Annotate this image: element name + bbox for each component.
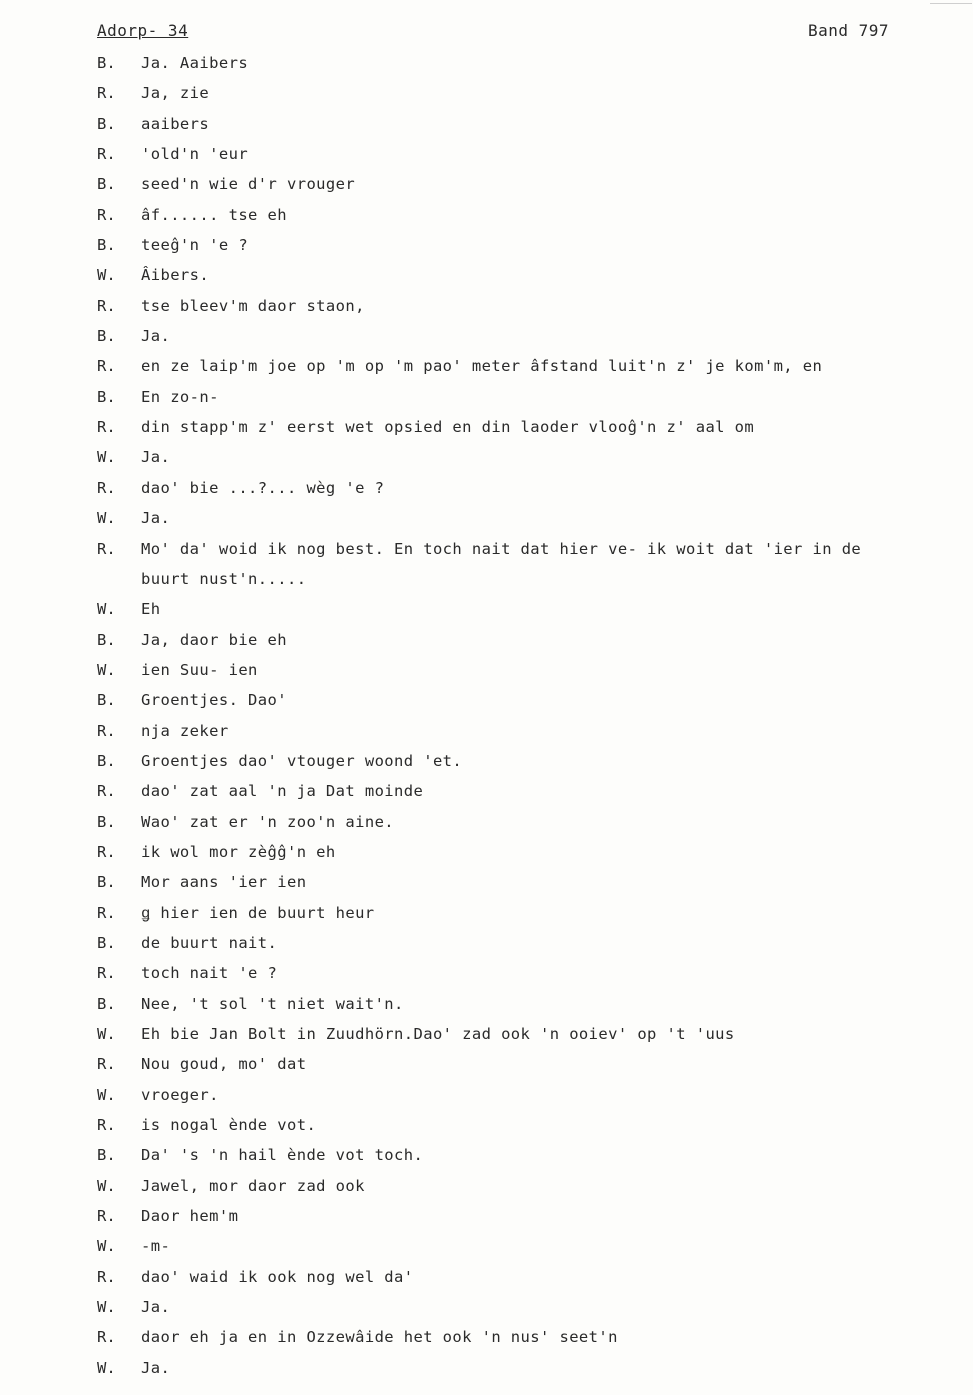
speaker-label: B.: [97, 1146, 116, 1165]
speaker-label: W.: [97, 660, 116, 679]
transcript-line: [0, 993, 973, 1023]
utterance-text: teeĝ'n 'e ?: [141, 236, 249, 255]
transcript-line: [0, 1175, 973, 1205]
utterance-text: Ja. Aaibers: [141, 54, 249, 72]
speaker-label: R.: [97, 84, 116, 103]
utterance-text: en ze laip'm joe op 'm op 'm pao' meter âfstand luit'n z' je kom'm, en: [141, 357, 823, 376]
speaker-label: B.: [97, 691, 116, 710]
transcript-line: [0, 386, 973, 416]
transcript-line: [0, 1357, 973, 1387]
speaker-label: B.: [97, 873, 116, 892]
speaker-label: R.: [97, 721, 116, 740]
speaker-label: W.: [97, 266, 116, 285]
speaker-label: B.: [97, 114, 116, 133]
transcript-line: [0, 1296, 973, 1326]
utterance-text: is nogal ènde vot.: [141, 1116, 317, 1135]
speaker-label: B.: [97, 236, 116, 255]
utterance-text: Mo' da' woid ik nog best. En toch nait dat hier ve- ik woit dat 'ier in de: [141, 539, 862, 558]
transcript-lines: [0, 52, 973, 1387]
speaker-label: B.: [97, 812, 116, 831]
utterance-text: dao' bie ...?... wèg 'e ?: [141, 478, 385, 497]
speaker-label: W.: [97, 1237, 116, 1256]
speaker-label: W.: [97, 1025, 116, 1043]
transcript-line: [0, 659, 973, 689]
transcript-line: [0, 446, 973, 476]
utterance-text: aaibers: [141, 114, 210, 133]
speaker-label: B.: [97, 933, 116, 952]
transcript-line: [0, 1114, 973, 1144]
transcript-line: [0, 720, 973, 750]
transcript-line: [0, 841, 973, 871]
speaker-label: B.: [97, 751, 116, 770]
transcript-line: [0, 1084, 973, 1114]
transcript-line: [0, 902, 973, 932]
speaker-label: W.: [97, 1358, 116, 1377]
utterance-text: Ja.: [141, 448, 171, 467]
speaker-label: R.: [97, 539, 116, 558]
speaker-label: W.: [97, 1298, 116, 1317]
speaker-label: R.: [97, 964, 116, 983]
speaker-label: R.: [97, 357, 116, 376]
speaker-label: R.: [97, 903, 116, 922]
utterance-text: tse bleev'm daor staon,: [141, 296, 365, 315]
transcript-line: [0, 689, 973, 719]
utterance-text: de buurt nait.: [141, 933, 278, 952]
utterance-text: seed'n wie d'r vrouger: [141, 175, 356, 194]
utterance-text: Eh: [141, 600, 161, 619]
speaker-label: R.: [97, 296, 116, 315]
speaker-label: R.: [97, 418, 116, 437]
utterance-text: Ja.: [141, 1358, 171, 1377]
speaker-label: W.: [97, 1176, 116, 1195]
speaker-label: R.: [97, 1116, 116, 1135]
utterance-text: Ja.: [141, 327, 171, 346]
transcript-line: [0, 962, 973, 992]
transcript-line: [0, 1023, 973, 1053]
speaker-label: R.: [97, 205, 116, 224]
transcript-line: [0, 568, 973, 598]
utterance-text: Jawel, mor daor zad ook: [141, 1176, 365, 1195]
utterance-text: nja zeker: [141, 721, 229, 740]
transcript-line: [0, 173, 973, 203]
utterance-text: buurt nust'n.....: [141, 569, 307, 588]
transcript-line: [0, 750, 973, 780]
transcript-line: [0, 507, 973, 537]
page-header-right: Band 797: [808, 21, 890, 40]
transcript-line: [0, 477, 973, 507]
transcript-line: [0, 871, 973, 901]
speaker-label: B.: [97, 630, 116, 649]
transcript-line: [0, 355, 973, 385]
speaker-label: R.: [97, 842, 116, 861]
speaker-label: R.: [97, 478, 116, 497]
transcript-line: [0, 1235, 973, 1265]
utterance-text: Wao' zat er 'n zoo'n aine.: [141, 812, 395, 831]
utterance-text: âf...... tse eh: [141, 205, 287, 224]
transcript-line: [0, 1053, 973, 1083]
utterance-text: Da' 's 'n hail ènde vot toch.: [141, 1146, 424, 1165]
transcript-line: [0, 1144, 973, 1174]
utterance-text: Eh bie Jan Bolt in Zuudhörn.Dao' zad ook 'n ooiev' op 't 'uus: [141, 1025, 735, 1043]
speaker-label: B.: [97, 994, 116, 1013]
speaker-label: B.: [97, 387, 116, 406]
transcript-line: [0, 204, 973, 234]
utterance-text: ǥ hier ien de buurt heur: [141, 903, 375, 922]
speaker-label: W.: [97, 448, 116, 467]
transcript-line: [0, 932, 973, 962]
transcript-line: [0, 52, 973, 82]
utterance-text: Ja.: [141, 1298, 171, 1317]
utterance-text: Mor aans 'ier ien: [141, 873, 307, 892]
transcript-line: [0, 295, 973, 325]
transcript-line: [0, 780, 973, 810]
utterance-text: -m-: [141, 1237, 171, 1256]
transcript-line: [0, 629, 973, 659]
utterance-text: Groentjes. Dao': [141, 691, 287, 710]
utterance-text: Nou goud, mo' dat: [141, 1055, 307, 1074]
utterance-text: En zo-n-: [141, 387, 219, 406]
speaker-label: R.: [97, 1328, 116, 1347]
utterance-text: din stapp'm z' eerst wet opsied en din laoder vlooĝ'n z' aal om: [141, 418, 755, 437]
utterance-text: Ja.: [141, 509, 171, 528]
transcript-line: [0, 1266, 973, 1296]
transcript-line: [0, 143, 973, 173]
transcript-line: [0, 113, 973, 143]
speaker-label: R.: [97, 782, 116, 801]
transcript-line: [0, 811, 973, 841]
utterance-text: Nee, 't sol 't niet wait'n.: [141, 994, 404, 1013]
utterance-text: Daor hem'm: [141, 1207, 239, 1226]
speaker-label: R.: [97, 1267, 116, 1286]
utterance-text: 'old'n 'eur: [141, 145, 249, 164]
utterance-text: toch nait 'e ?: [141, 964, 278, 983]
speaker-label: W.: [97, 600, 116, 619]
utterance-text: Ja, daor bie eh: [141, 630, 287, 649]
utterance-text: vroeger.: [141, 1085, 219, 1104]
edge-mark: [930, 3, 972, 4]
speaker-label: R.: [97, 1207, 116, 1226]
transcript-line: [0, 1205, 973, 1235]
transcript-line: [0, 416, 973, 446]
transcript-line: [0, 538, 973, 568]
page-header-left: Adorp- 34: [97, 21, 189, 40]
transcript-line: [0, 325, 973, 355]
transcript-line: [0, 598, 973, 628]
speaker-label: W.: [97, 509, 116, 528]
transcript-line: [0, 82, 973, 112]
transcript-line: [0, 1326, 973, 1356]
transcript-line: [0, 264, 973, 294]
speaker-label: W.: [97, 1085, 116, 1104]
speaker-label: R.: [97, 1055, 116, 1074]
utterance-text: dao' zat aal 'n ja Dat moinde: [141, 782, 424, 801]
utterance-text: ien Suu- ien: [141, 660, 258, 679]
utterance-text: Groentjes dao' vtouger woond 'et.: [141, 751, 463, 770]
transcript-line: [0, 234, 973, 264]
utterance-text: Ja, zie: [141, 84, 210, 103]
utterance-text: ik wol mor zèĝĝ'n eh: [141, 842, 336, 861]
speaker-label: B.: [97, 175, 116, 194]
utterance-text: dao' waid ik ook nog wel da': [141, 1267, 414, 1286]
speaker-label: R.: [97, 145, 116, 164]
speaker-label: B.: [97, 54, 116, 72]
utterance-text: daor eh ja en in Ozzewâide het ook 'n nus' seet'n: [141, 1328, 618, 1347]
utterance-text: Âibers.: [141, 266, 210, 285]
speaker-label: B.: [97, 327, 116, 346]
